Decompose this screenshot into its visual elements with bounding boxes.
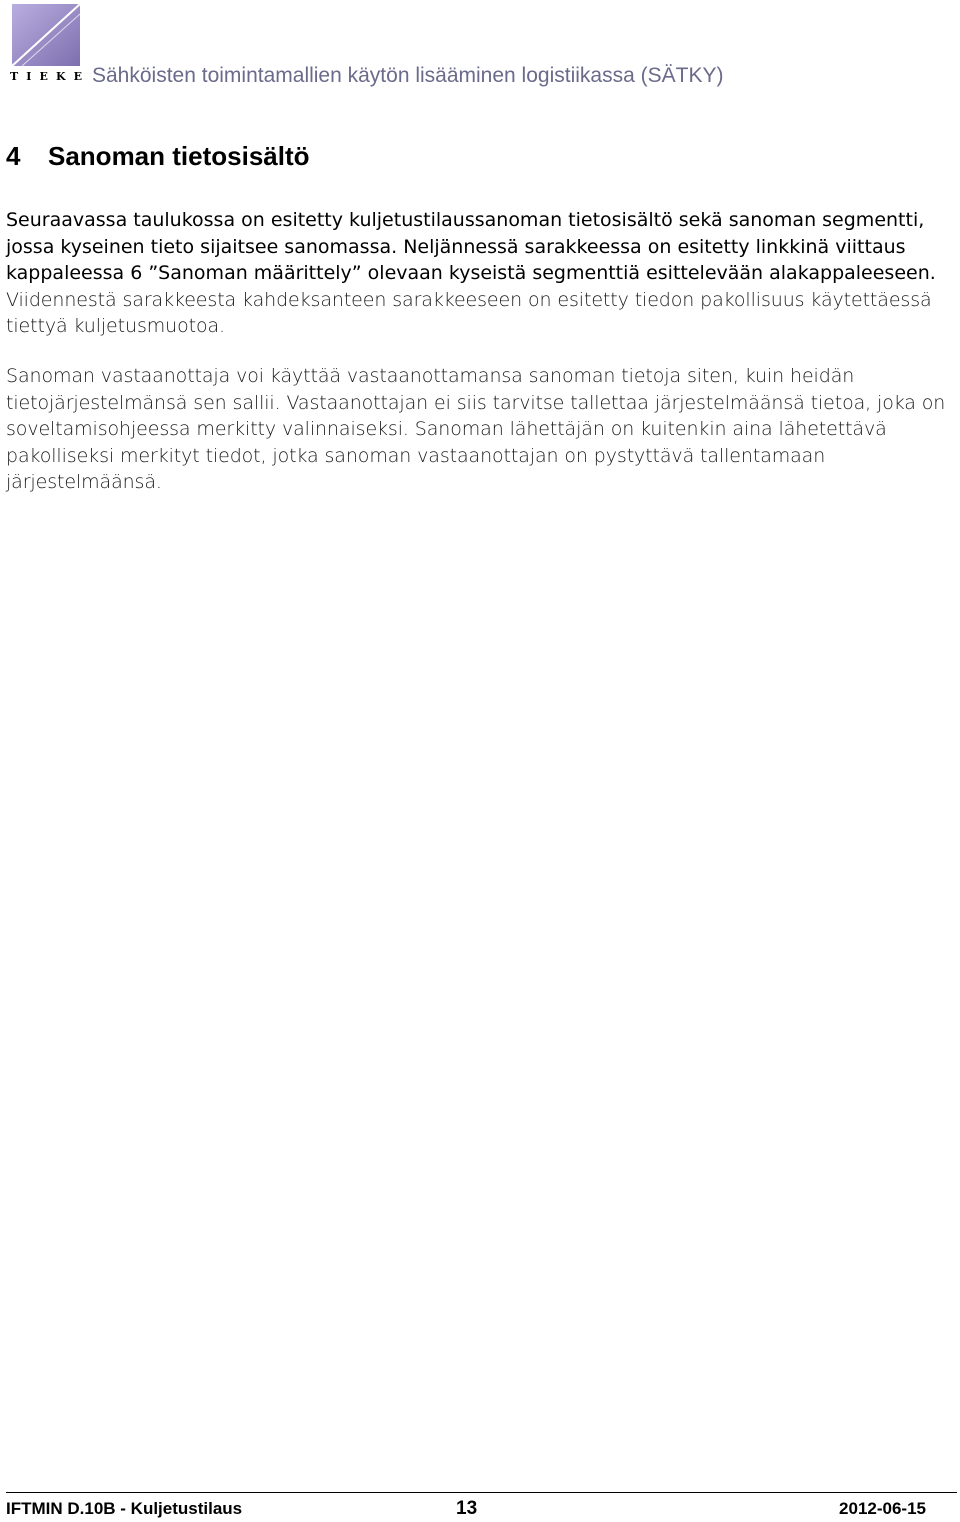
- tieke-logo: [10, 2, 82, 84]
- logo-letter: I: [26, 70, 32, 83]
- logo-letter: K: [55, 70, 66, 83]
- footer-document-name: IFTMIN D.10B - Kuljetustilaus: [6, 1499, 243, 1518]
- logo-letter: T: [10, 70, 19, 83]
- logo-wordmark: [10, 70, 82, 84]
- document-header-title: Sähköisten toimintamallien käytön lisääminen logistiikassa (SÄTKY): [92, 64, 724, 87]
- logo-letter: E: [73, 70, 82, 83]
- footer-divider: [6, 1492, 957, 1493]
- footer-page-number: 13: [456, 1498, 478, 1519]
- logo-mark-icon: [12, 4, 80, 66]
- logo-letter: E: [39, 70, 48, 83]
- body-paragraph: [6, 207, 956, 340]
- page-footer: [6, 1498, 926, 1522]
- section-title: Sanoman tietosisältö: [48, 141, 310, 171]
- section-number: 4: [6, 141, 21, 171]
- paragraph-text: Sanoman vastaanottaja voi käyttää vastaanottamansa sanoman tietoja siten, kuin heidän tietojärjestelmänsä sen sallii. Vastaanottajan ei siis tarvitse tallettaa järjestelmäänsä tietoa, joka on soveltamisohjeessa merkitty valinnaiseksi. Sanoman lähettäjän on kuitenkin aina lähetettävä pakolliseksi merkityt tiedot, jotka sanoman vastaanottajan on pystyttävä tallentamaan järjestelmäänsä.: [6, 365, 946, 493]
- paragraph-text: Viidennestä sarakkeesta kahdeksanteen sarakkeeseen on esitetty tiedon pakollisuus käytettäessä tiettyä kuljetusmuotoa.: [6, 288, 932, 337]
- paragraph-text: Seuraavassa taulukossa on esitetty kuljetustilaussanoman tietosisältö sekä sanoman segmentti, jossa kyseinen tieto sijaitsee sanomassa. Neljännessä sarakkeessa on esitetty linkkinä viittaus kappaleessa 6 ”Sanoman määrittely” olevaan kyseistä segmenttiä esittelevään alakappaleeseen.: [6, 209, 936, 284]
- section-heading: [6, 138, 310, 174]
- footer-date: 2012-06-15: [839, 1499, 926, 1518]
- body-paragraph: [6, 363, 956, 496]
